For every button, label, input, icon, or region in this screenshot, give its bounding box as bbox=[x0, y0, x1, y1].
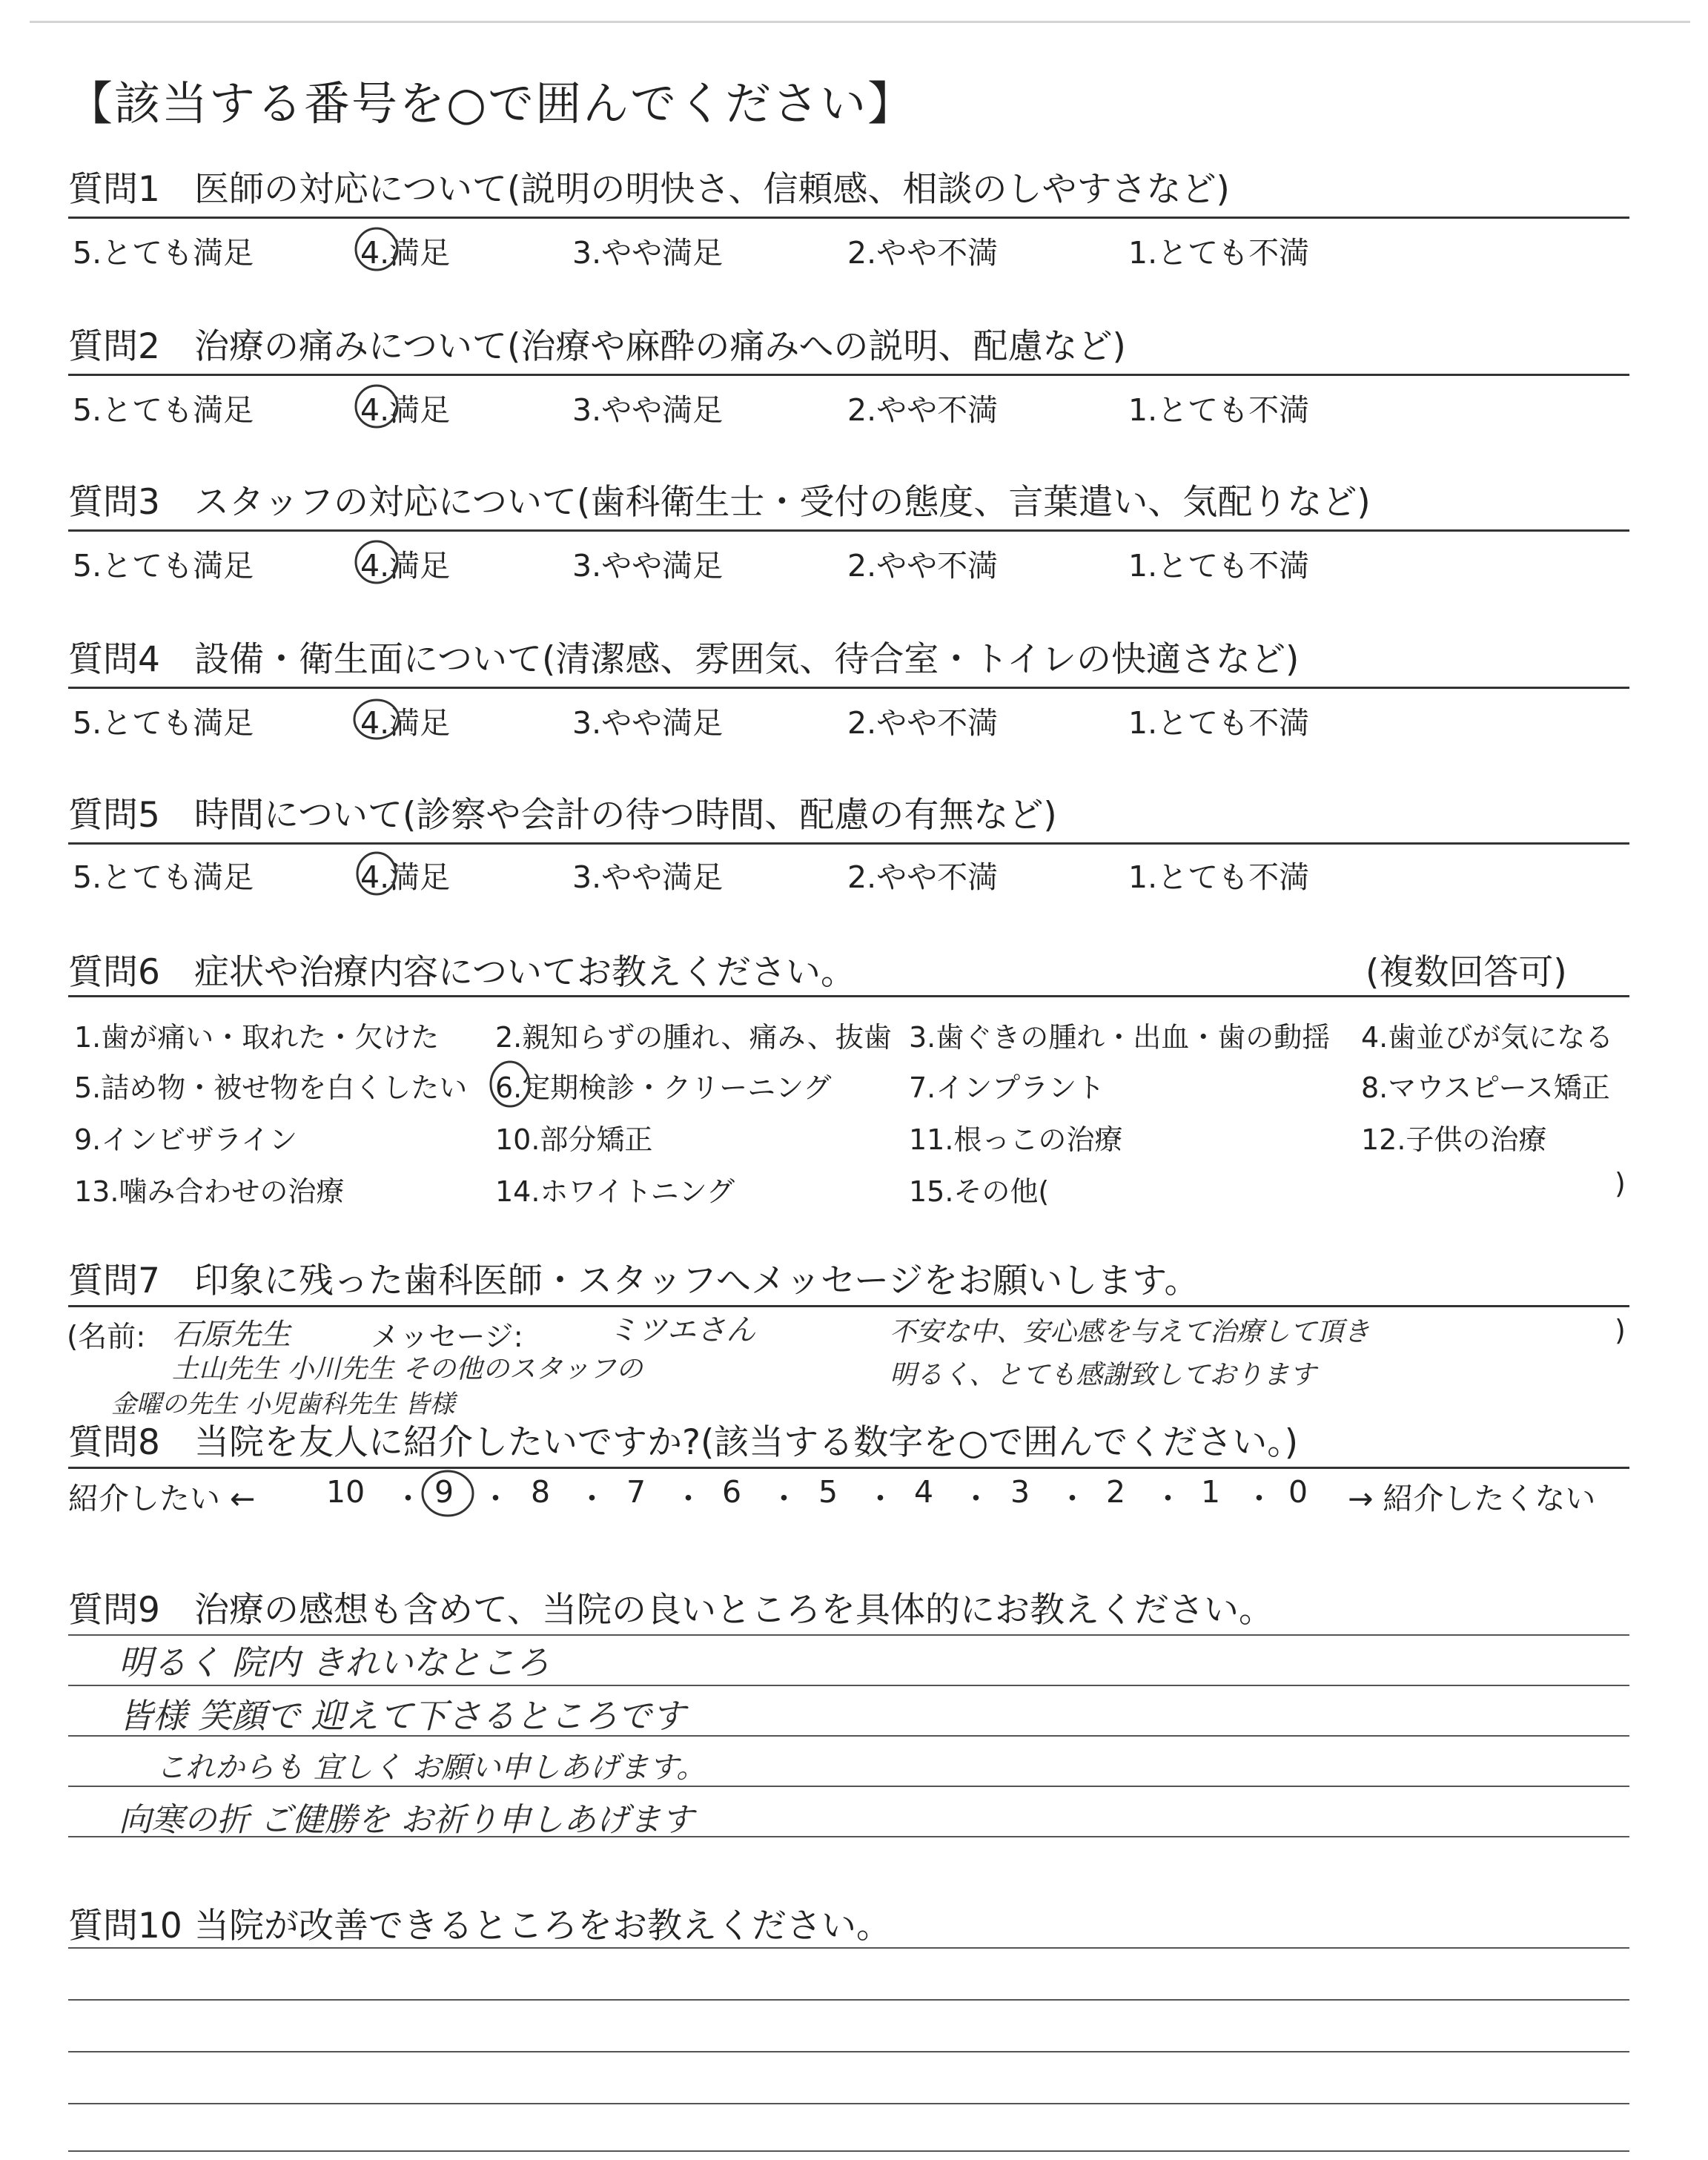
question-4-rule bbox=[68, 687, 1629, 689]
q10-answer-line-4[interactable] bbox=[68, 2103, 1629, 2104]
q2-option-1[interactable]: 1.とても不満 bbox=[1128, 392, 1310, 428]
scale-9[interactable]: 9 bbox=[434, 1474, 454, 1510]
q6-option-12[interactable]: 12.子供の治療 bbox=[1361, 1123, 1547, 1156]
question-text: 時間について(診察や会計の待つ時間、配慮の有無など) bbox=[194, 795, 1057, 836]
question-2-heading bbox=[68, 319, 1126, 369]
scale-separator: ・ bbox=[1153, 1481, 1183, 1516]
scale-0[interactable]: 0 bbox=[1288, 1474, 1308, 1510]
q3-option-3[interactable]: 3.やや満足 bbox=[572, 548, 724, 584]
q10-answer-line-5[interactable] bbox=[68, 2150, 1629, 2152]
question-text: 医師の対応について(説明の明快さ、信頼感、相談のしやすさなど) bbox=[194, 169, 1230, 210]
question-3-heading bbox=[68, 475, 1371, 524]
q7-close-paren: ) bbox=[1615, 1314, 1626, 1347]
question-number: 質問1 bbox=[68, 169, 160, 210]
scale-separator: ・ bbox=[865, 1481, 896, 1516]
message-handwriting-2[interactable]: 不安な中、安心感を与えて治療して頂き bbox=[890, 1317, 1371, 1347]
q5-option-1[interactable]: 1.とても不満 bbox=[1128, 859, 1310, 895]
scale-3[interactable]: 3 bbox=[1010, 1474, 1030, 1510]
question-2-rule bbox=[68, 374, 1629, 376]
question-text: 印象に残った歯科医師・スタッフへメッセージをお願いします。 bbox=[194, 1261, 1199, 1301]
q4-option-3[interactable]: 3.やや満足 bbox=[572, 705, 724, 741]
question-text: 設備・衛生面について(清潔感、雰囲気、待合室・トイレの快適さなど) bbox=[194, 639, 1300, 680]
question-text: スタッフの対応について(歯科衛生士・受付の態度、言葉遣い、気配りなど) bbox=[194, 482, 1371, 523]
q10-answer-line-3[interactable] bbox=[68, 2051, 1629, 2052]
question-10-heading bbox=[68, 1898, 891, 1948]
q4-option-2[interactable]: 2.やや不満 bbox=[847, 705, 999, 741]
question-number: 質問5 bbox=[68, 795, 160, 836]
answer-line bbox=[68, 1685, 1629, 1686]
top-border bbox=[30, 21, 1690, 23]
scale-separator: ・ bbox=[1057, 1481, 1088, 1516]
q6-option-10[interactable]: 10.部分矯正 bbox=[495, 1123, 653, 1156]
q1-option-5[interactable]: 5.とても満足 bbox=[73, 235, 254, 271]
question-5-rule bbox=[68, 842, 1629, 845]
q4-option-4[interactable]: 4.満足 bbox=[360, 705, 451, 741]
q6-option-9[interactable]: 9.インビザライン bbox=[74, 1123, 298, 1156]
question-number: 質問4 bbox=[68, 639, 160, 680]
scale-separator: ・ bbox=[961, 1481, 991, 1516]
recommend-left-label: 紹介したい ← bbox=[68, 1481, 256, 1516]
q2-option-3[interactable]: 3.やや満足 bbox=[572, 392, 724, 428]
question-5-heading bbox=[68, 787, 1057, 837]
scale-8[interactable]: 8 bbox=[531, 1474, 551, 1510]
q5-option-2[interactable]: 2.やや不満 bbox=[847, 859, 999, 895]
q6-option-4[interactable]: 4.歯並びが気になる bbox=[1361, 1021, 1614, 1054]
question-text: 症状や治療内容についてお教えください。 bbox=[194, 952, 856, 993]
q1-option-4[interactable]: 4.満足 bbox=[360, 235, 451, 271]
q3-option-2[interactable]: 2.やや不満 bbox=[847, 548, 999, 584]
q6-option-5[interactable]: 5.詰め物・被せ物を白くしたい bbox=[74, 1071, 468, 1104]
q4-option-1[interactable]: 1.とても不満 bbox=[1128, 705, 1310, 741]
q2-option-2[interactable]: 2.やや不満 bbox=[847, 392, 999, 428]
scale-separator: ・ bbox=[577, 1481, 607, 1516]
form-title: 【該当する番号を○で囲んでください】 bbox=[67, 76, 916, 131]
message-handwriting-5[interactable]: 金曜の先生 小児歯科先生 皆様 bbox=[111, 1390, 455, 1419]
q5-option-3[interactable]: 3.やや満足 bbox=[572, 859, 724, 895]
question-number: 質問9 bbox=[68, 1590, 160, 1631]
question-6-heading bbox=[68, 945, 855, 994]
message-handwriting-4[interactable]: 明るく、とても感謝致しております bbox=[890, 1360, 1317, 1390]
q6-option-15[interactable]: 15.その他( bbox=[909, 1175, 1050, 1208]
question-1-heading bbox=[68, 162, 1230, 211]
question-9-heading bbox=[68, 1582, 1274, 1632]
recommend-right-label: → 紹介したくない bbox=[1348, 1481, 1596, 1516]
q6-option-2[interactable]: 2.親知らずの腫れ、痛み、抜歯 bbox=[495, 1021, 892, 1054]
question-text: 治療の感想も含めて、当院の良いところを具体的にお教えください。 bbox=[194, 1590, 1274, 1631]
q10-answer-line-2[interactable] bbox=[68, 1999, 1629, 2001]
scale-7[interactable]: 7 bbox=[626, 1474, 646, 1510]
name-handwriting[interactable]: 石原先生 bbox=[172, 1318, 291, 1352]
q2-option-5[interactable]: 5.とても満足 bbox=[73, 392, 254, 428]
question-number: 質問2 bbox=[68, 326, 160, 367]
q5-option-5[interactable]: 5.とても満足 bbox=[73, 859, 254, 895]
scale-5[interactable]: 5 bbox=[818, 1474, 838, 1510]
message-label: メッセージ: bbox=[371, 1321, 523, 1354]
question-text: 当院を友人に紹介したいですか?(該当する数字を○で囲んでください。) bbox=[194, 1422, 1299, 1463]
q3-option-4[interactable]: 4.満足 bbox=[360, 548, 451, 584]
q6-option-1[interactable]: 1.歯が痛い・取れた・欠けた bbox=[74, 1021, 440, 1054]
question-text: 治療の痛みについて(治療や麻酔の痛みへの説明、配慮など) bbox=[194, 326, 1126, 367]
name-label: (名前: bbox=[67, 1321, 146, 1354]
q6-option-6[interactable]: 6.定期検診・クリーニング bbox=[495, 1071, 832, 1104]
message-handwriting-3[interactable]: 土山先生 小川先生 その他のスタッフの bbox=[172, 1354, 643, 1384]
scale-separator: ・ bbox=[393, 1481, 423, 1516]
message-handwriting-1[interactable]: ミツエさん bbox=[608, 1313, 756, 1347]
question-number: 質問6 bbox=[68, 952, 160, 993]
q6-option-11[interactable]: 11.根っこの治療 bbox=[909, 1123, 1123, 1156]
scale-separator: ・ bbox=[1244, 1481, 1274, 1516]
question-8-rule bbox=[68, 1467, 1629, 1469]
q9-answer-line-2[interactable]: 皆様 笑顔で 迎えて下さるところです bbox=[119, 1696, 686, 1736]
q9-answer-line-1[interactable]: 明るく 院内 きれいなところ bbox=[119, 1642, 550, 1682]
q9-answer-line-4[interactable]: 向寒の折 ご健勝を お祈り申しあげます bbox=[119, 1801, 694, 1839]
question-1-rule bbox=[68, 217, 1629, 219]
q1-option-1[interactable]: 1.とても不満 bbox=[1128, 235, 1310, 271]
q10-answer-line-1[interactable] bbox=[68, 1947, 1629, 1949]
q6-option-14[interactable]: 14.ホワイトニング bbox=[495, 1175, 735, 1208]
q3-option-1[interactable]: 1.とても不満 bbox=[1128, 548, 1310, 584]
q9-answer-line-3[interactable]: これからも 宜しく お願い申しあげます。 bbox=[156, 1751, 706, 1785]
question-number: 質問10 bbox=[68, 1906, 182, 1946]
scale-4[interactable]: 4 bbox=[914, 1474, 934, 1510]
scale-10[interactable]: 10 bbox=[326, 1474, 365, 1510]
q1-option-3[interactable]: 3.やや満足 bbox=[572, 235, 724, 271]
question-8-heading bbox=[68, 1415, 1298, 1464]
question-number: 質問7 bbox=[68, 1261, 160, 1301]
scale-separator: ・ bbox=[769, 1481, 799, 1516]
scale-1[interactable]: 1 bbox=[1201, 1474, 1221, 1510]
q6-option-3[interactable]: 3.歯ぐきの腫れ・出血・歯の動揺 bbox=[909, 1021, 1331, 1054]
q6-other-close-paren: ) bbox=[1615, 1167, 1626, 1200]
question-number: 質問8 bbox=[68, 1422, 160, 1463]
q3-option-5[interactable]: 5.とても満足 bbox=[73, 548, 254, 584]
question-7-rule bbox=[68, 1305, 1629, 1307]
q5-option-4[interactable]: 4.満足 bbox=[360, 859, 451, 895]
question-text: 当院が改善できるところをお教えください。 bbox=[194, 1906, 891, 1946]
question-6-rule bbox=[68, 995, 1629, 997]
question-7-heading bbox=[68, 1253, 1199, 1303]
q4-option-5[interactable]: 5.とても満足 bbox=[73, 705, 254, 741]
q2-option-4[interactable]: 4.満足 bbox=[360, 392, 451, 428]
q6-option-8[interactable]: 8.マウスピース矯正 bbox=[1361, 1071, 1610, 1104]
q6-option-7[interactable]: 7.インプラント bbox=[909, 1071, 1105, 1104]
q6-option-13[interactable]: 13.噛み合わせの治療 bbox=[74, 1175, 345, 1208]
scale-separator: ・ bbox=[480, 1481, 511, 1516]
question-4-heading bbox=[68, 632, 1299, 681]
question-3-rule bbox=[68, 529, 1629, 532]
scale-2[interactable]: 2 bbox=[1106, 1474, 1126, 1510]
scale-6[interactable]: 6 bbox=[722, 1474, 742, 1510]
q1-option-2[interactable]: 2.やや不満 bbox=[847, 235, 999, 271]
scale-separator: ・ bbox=[673, 1481, 704, 1516]
question-number: 質問3 bbox=[68, 482, 160, 523]
multiple-answer-note: (複数回答可) bbox=[1366, 952, 1567, 993]
